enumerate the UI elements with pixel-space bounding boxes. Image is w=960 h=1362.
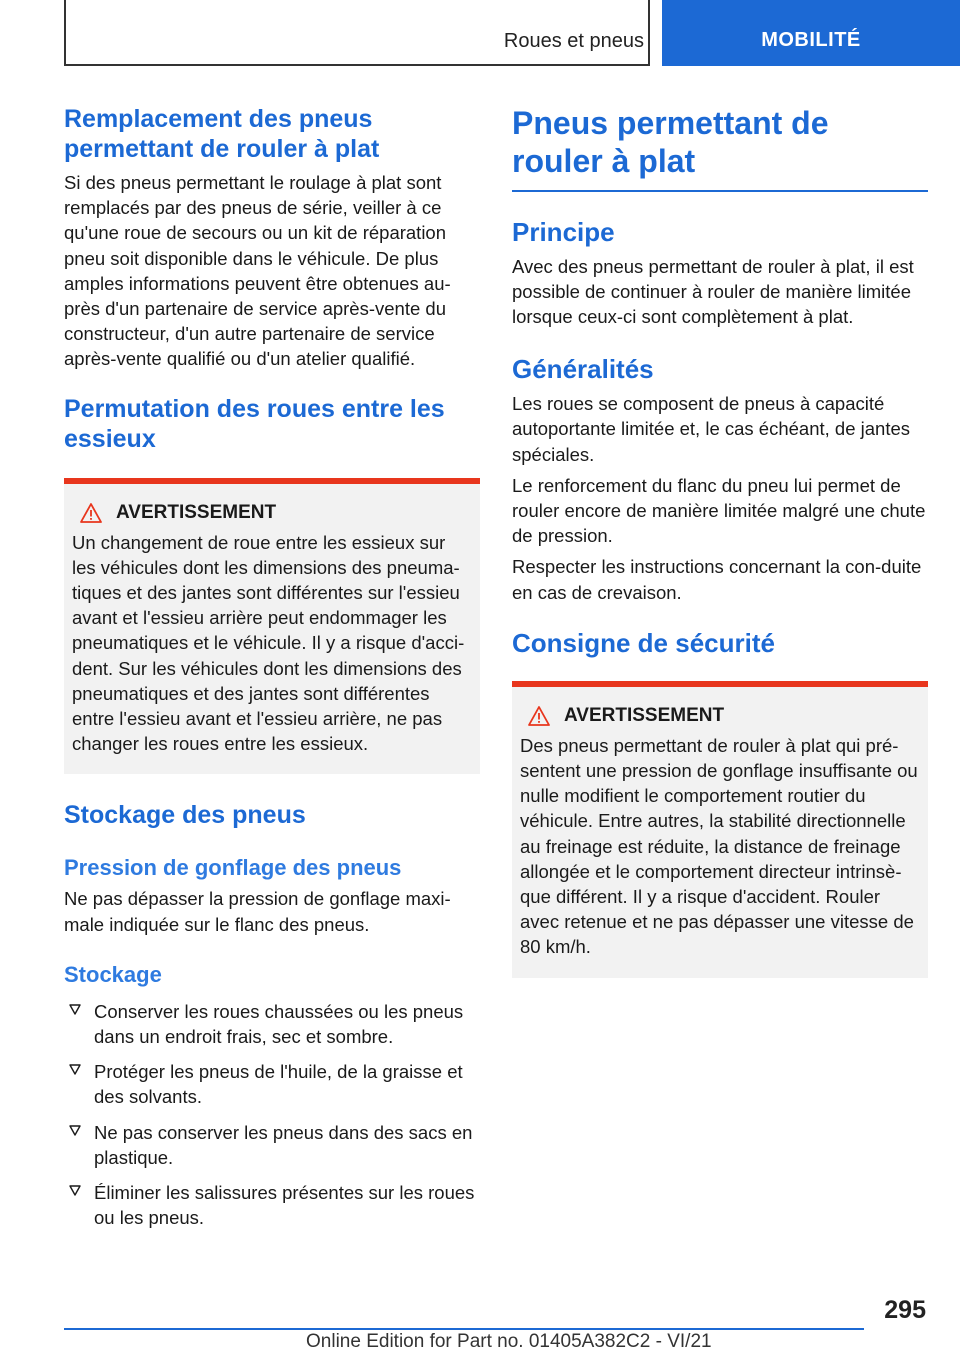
list-item	[64, 1059, 480, 1109]
footer-rule	[64, 1328, 864, 1330]
bullet-triangle-icon	[68, 1183, 82, 1197]
warning-title: AVERTISSEMENT	[564, 704, 725, 726]
list-item-text: Éliminer les salissures présentes sur les roues ou les pneus.	[94, 1182, 475, 1229]
heading-generalites: Généralités	[512, 354, 654, 385]
warning-header	[72, 502, 472, 524]
left-column	[64, 100, 480, 1240]
warning-header	[520, 705, 920, 727]
heading-stockage-pneus: Stockage des pneus	[64, 801, 306, 830]
list-item-text: Conserver les roues chaussées ou les pneus dans un endroit frais, sec et sombre.	[94, 1000, 464, 1048]
list-item-text: Ne pas conserver les pneus dans des sacs en plastique.	[94, 1121, 473, 1168]
storage-list	[64, 999, 480, 1231]
warning-triangle-icon	[80, 503, 102, 523]
heading-main: Pneus permettant de rouler à plat	[512, 105, 829, 179]
bullet-triangle-icon	[68, 1002, 82, 1016]
heading-rule	[512, 190, 928, 192]
bullet-triangle-icon	[68, 1123, 82, 1137]
warning-text: Un changement de roue entre les essieux sur les véhicules dont les dimensions des pneuma-tiques et des jantes sont différentes sur l'essieu avant et l'essieu arrière peut endommager les pneumatiques et le véhicule. Il y a risque d'acci-dent. Sur les véhicules dont les dimensions des pneumatiques et des jantes sont différentes entre l'essieu avant et l'essieu arrière, ne pas changer les roues entre les essieux.	[72, 531, 465, 755]
list-item	[64, 1180, 480, 1230]
header-chapter-tab[interactable]: MOBILITÉ	[662, 0, 960, 66]
warning-box-permutation	[64, 478, 480, 775]
heading-principe: Principe	[512, 216, 615, 247]
heading-replacement: Remplacement des pneus permettant de rouler à plat	[64, 105, 380, 163]
page-number: 295	[884, 1296, 926, 1324]
warning-title: AVERTISSEMENT	[116, 501, 277, 523]
heading-stockage: Stockage	[64, 961, 162, 987]
heading-consigne: Consigne de sécurité	[512, 627, 775, 658]
heading-permutation: Permutation des roues entre les essieux	[64, 394, 445, 453]
footer-edition: Online Edition for Part no. 01405A382C2 - VI/21	[306, 1331, 712, 1352]
paragraph-pression: Ne pas dépasser la pression de gonflage maxi-male indiquée sur le flanc des pneus.	[64, 888, 451, 935]
list-item	[64, 999, 480, 1049]
list-item	[64, 1120, 480, 1170]
paragraph-generalites-3: Respecter les instructions concernant la con-duite en cas de crevaison.	[512, 556, 922, 603]
warning-triangle-icon	[528, 706, 550, 726]
paragraph-principe: Avec des pneus permettant de rouler à plat, il est possible de continuer à rouler de manière limitée lorsque ceux-ci sont complètement à plat.	[512, 255, 914, 327]
bullet-triangle-icon	[68, 1062, 82, 1076]
header-section-title: Roues et pneus	[503, 30, 644, 52]
paragraph-generalites-2: Le renforcement du flanc du pneu lui permet de rouler encore de manière limitée malgré une chute de pression.	[512, 474, 926, 547]
warning-box-consigne	[512, 681, 928, 978]
heading-pression: Pression de gonflage des pneus	[64, 855, 402, 881]
warning-text: Des pneus permettant de rouler à plat qui pré-sentent une pression de gonflage insuffisante ou nulle modifient le comportement routier du véhicule. Entre autres, la stabilité directionnelle au freinage est réduite, la distance de freinage allongée et le comportement directeur intrinsè-que différent. Il y a risque d'accident. Rouler avec retenue et ne pas dépasser une vitesse de 80 km/h.	[520, 734, 918, 958]
paragraph-replacement: Si des pneus permettant le roulage à plat sont remplacés par des pneus de série, veiller à ce qu'une roue de secours ou un kit de réparation pneu soit disponible dans le véhicule. De plus amples informations peuvent être obtenues au-près d'un partenaire de service après-vente du constructeur, d'un autre partenaire de service après-vente qualifié ou d'un atelier qualifié.	[64, 172, 451, 370]
list-item-text: Protéger les pneus de l'huile, de la graisse et des solvants.	[94, 1061, 463, 1108]
right-column	[512, 100, 928, 978]
paragraph-generalites-1: Les roues se composent de pneus à capacité autoportante limitée et, le cas échéant, de jantes spéciales.	[512, 393, 911, 465]
